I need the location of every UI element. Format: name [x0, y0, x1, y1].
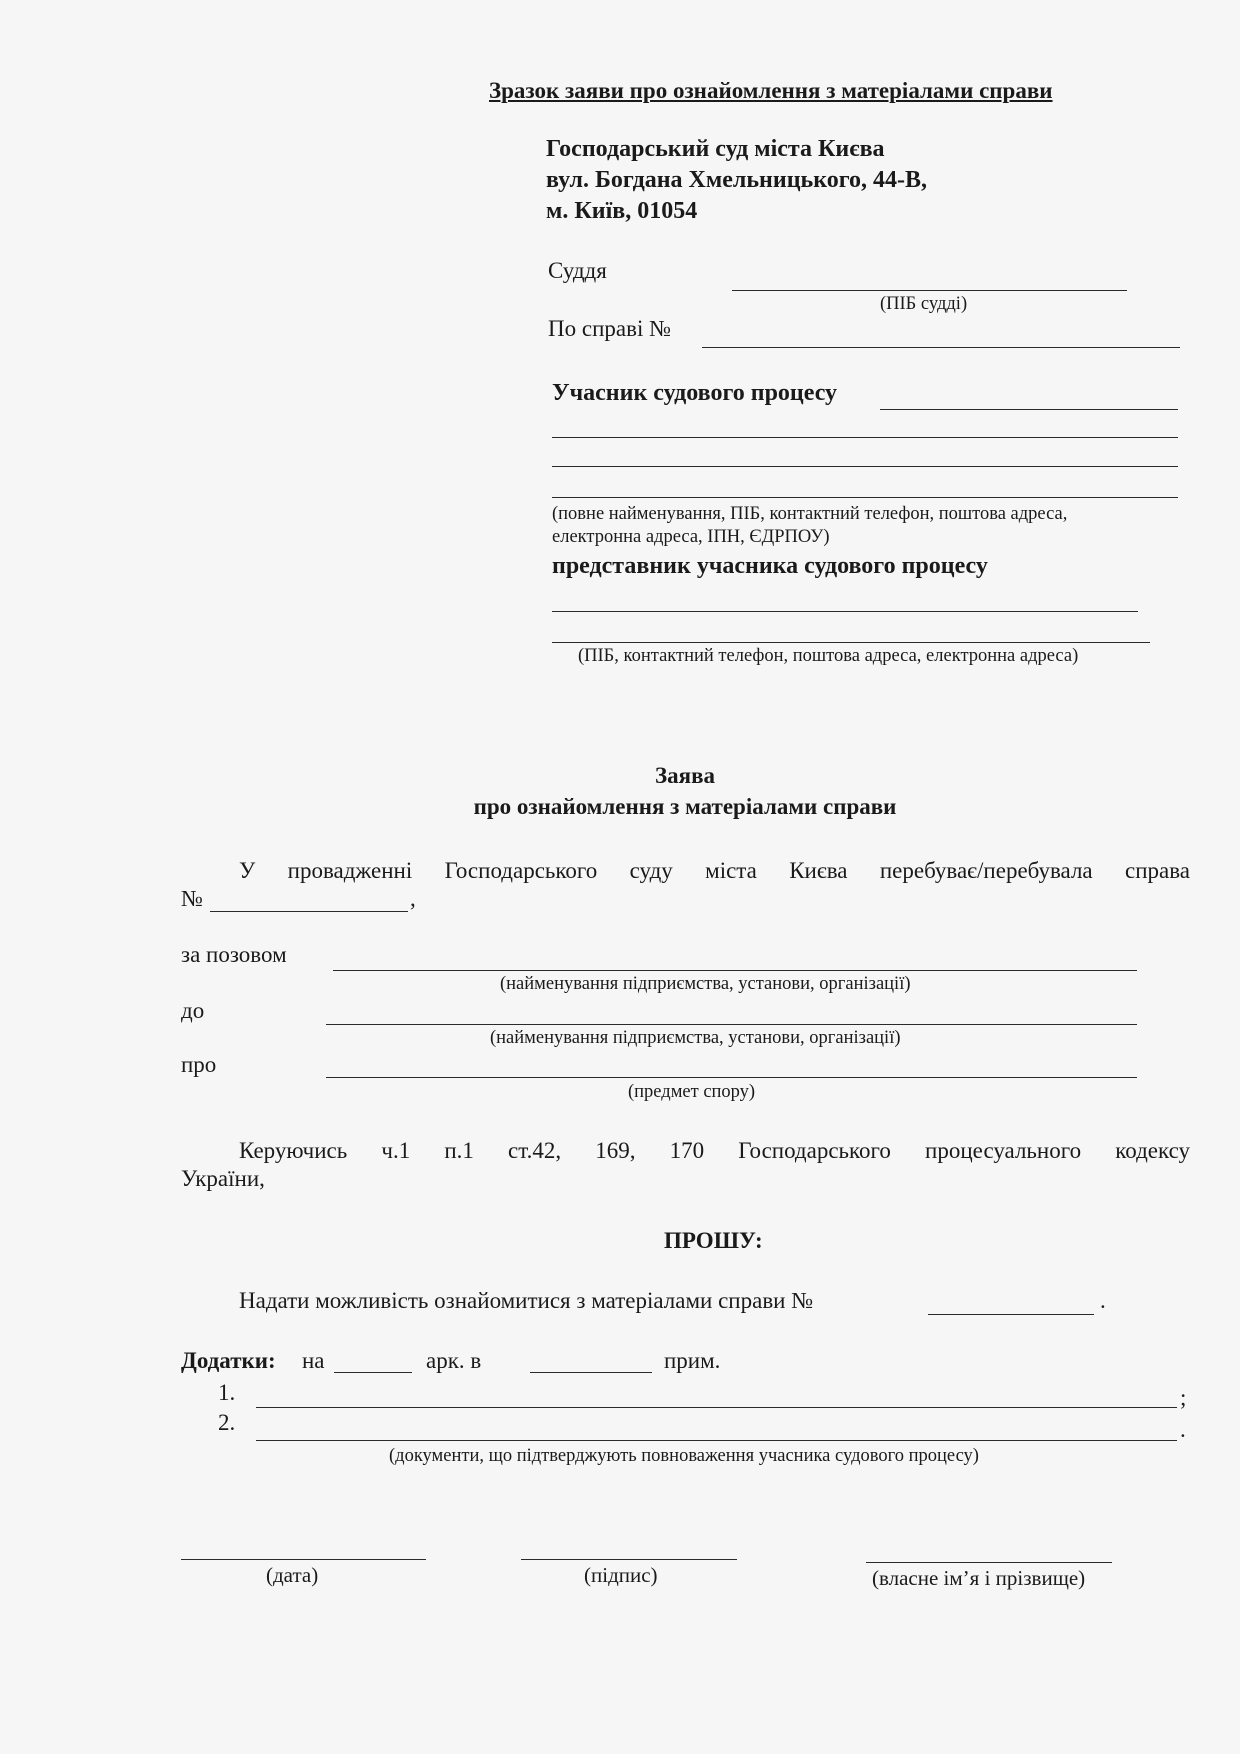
statement-title: Заява: [654, 763, 715, 788]
request-case-line[interactable]: [928, 1314, 1094, 1315]
document-title: Зразок заяви про ознайомлення з матеріалами справи: [489, 78, 1053, 103]
date-label: (дата): [266, 1563, 319, 1587]
attachment-2-line[interactable]: [256, 1440, 1177, 1441]
participant-label: Учасник судового процесу: [552, 380, 838, 406]
request-text: Надати можливість ознайомитися з матеріалами справи №: [239, 1288, 814, 1313]
attachment-2-num: 2.: [218, 1410, 236, 1435]
basis-text-2: України,: [181, 1166, 265, 1191]
attachments-hint: (документи, що підтверджують повноваження учасника судового процесу): [389, 1446, 979, 1466]
subject-line[interactable]: [326, 1077, 1137, 1078]
defendant-hint: (найменування підприємства, установи, організації): [490, 1028, 901, 1048]
representative-label: представник учасника судового процесу: [552, 553, 988, 579]
intro-text: У провадженні Господарського суду міста Києва перебуває/перебувала справа: [239, 858, 1190, 883]
attachment-1-num: 1.: [218, 1380, 236, 1405]
claimant-hint: (найменування підприємства, установи, організації): [500, 974, 911, 994]
court-street: вул. Богдана Хмельницького, 44-В,: [546, 167, 928, 193]
attachment-1-line[interactable]: [256, 1407, 1177, 1408]
participant-line-4[interactable]: [552, 497, 1178, 498]
judge-hint: (ПІБ судді): [880, 294, 968, 314]
participant-line-2[interactable]: [552, 437, 1178, 438]
copies-count-line[interactable]: [530, 1372, 652, 1373]
case-number-line[interactable]: [702, 347, 1180, 348]
basis-text-1: Керуючись ч.1 п.1 ст.42, 169, 170 Господарського процесуального кодексу: [239, 1138, 1190, 1163]
date-line[interactable]: [181, 1559, 426, 1560]
subject-hint: (предмет спору): [628, 1082, 756, 1102]
request-heading: ПРОШУ:: [664, 1228, 763, 1253]
attachments-row: [181, 1348, 276, 1374]
participant-line-3[interactable]: [552, 466, 1178, 467]
representative-line-2[interactable]: [552, 642, 1150, 643]
attachments-on: на: [302, 1348, 325, 1373]
name-label: (власне ім’я і прізвище): [872, 1566, 1086, 1590]
attachment-1-end: ;: [1180, 1385, 1187, 1410]
case-no-suffix: ,: [410, 886, 416, 911]
case-no-prefix: №: [181, 886, 203, 911]
defendant-line[interactable]: [326, 1024, 1137, 1025]
court-name: Господарський суд міста Києва: [546, 136, 885, 162]
subject-label: про: [181, 1052, 217, 1077]
attachments-copies: прим.: [664, 1348, 721, 1373]
name-line[interactable]: [866, 1562, 1112, 1563]
claimant-line[interactable]: [333, 970, 1137, 971]
attachment-2-end: .: [1180, 1417, 1186, 1442]
representative-line-1[interactable]: [552, 611, 1138, 612]
participant-line-1[interactable]: [880, 409, 1178, 410]
case-number-label: По справі №: [548, 316, 672, 341]
participant-hint-1: (повне найменування, ПІБ, контактний телефон, поштова адреса,: [552, 504, 1068, 524]
attachments-label: Додатки:: [181, 1348, 276, 1373]
sheets-count-line[interactable]: [334, 1372, 412, 1373]
against-label: до: [181, 998, 205, 1023]
judge-name-line[interactable]: [732, 290, 1127, 291]
attachments-sheets: арк. в: [426, 1348, 482, 1373]
statement-subtitle: про ознайомлення з матеріалами справи: [473, 794, 897, 819]
participant-hint-2: електронна адреса, ІПН, ЄДРПОУ): [552, 527, 830, 547]
case-no-line[interactable]: [210, 911, 408, 912]
representative-hint: (ПІБ, контактний телефон, поштова адреса, електронна адреса): [578, 646, 1079, 666]
court-city: м. Київ, 01054: [546, 198, 698, 224]
claim-label: за позовом: [181, 942, 287, 967]
signature-label: (підпис): [584, 1563, 658, 1587]
signature-line[interactable]: [521, 1559, 737, 1560]
judge-label: Суддя: [548, 258, 607, 283]
request-end: .: [1100, 1288, 1106, 1313]
